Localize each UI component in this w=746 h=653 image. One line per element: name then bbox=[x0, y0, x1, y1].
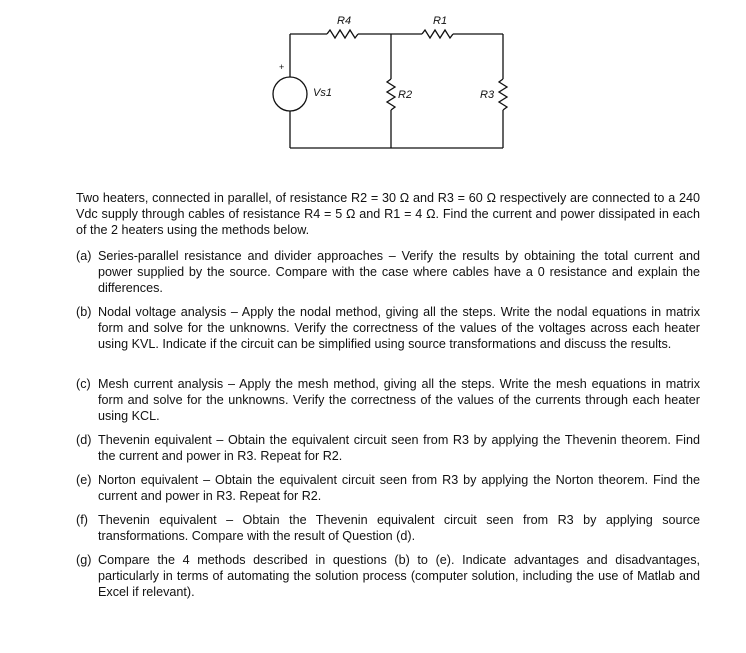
question-letter: (b) bbox=[76, 305, 92, 319]
question-letter: (d) bbox=[76, 433, 92, 447]
question-letter: (f) bbox=[76, 513, 88, 527]
label-r4: R4 bbox=[337, 15, 352, 27]
resistor-r2 bbox=[387, 79, 395, 110]
problem-statement: Two heaters, connected in parallel, of resistance R2 = 30 Ω and R3 = 60 Ω respectively are connected to a 240 Vdc supply through cables of resistance R4 = 5 Ω and R1 = 4 Ω. Find the current and power dissipated in each of the 2 heaters using the methods below. bbox=[76, 191, 700, 237]
circuit-wires bbox=[273, 30, 507, 148]
question-e bbox=[76, 472, 700, 504]
label-r2: R2 bbox=[398, 89, 413, 101]
resistor-r4 bbox=[327, 30, 358, 38]
question-d bbox=[76, 432, 700, 464]
resistor-r1 bbox=[422, 30, 453, 38]
label-vs1: Vs1 bbox=[313, 87, 332, 99]
question-f bbox=[76, 512, 700, 544]
label-r3: R3 bbox=[480, 89, 495, 101]
question-text: Compare the 4 methods described in questions (b) to (e). Indicate advantages and disadvantages, particularly in terms of automating the solution process (computer solution, including the use of Matlab and Excel if relevant). bbox=[98, 553, 700, 599]
circuit-diagram bbox=[0, 0, 746, 170]
question-a bbox=[76, 248, 700, 296]
question-text: Thevenin equivalent – Obtain the Thevenin equivalent circuit seen from R3 by applying source transformations. Compare with the result of Question (d). bbox=[98, 513, 700, 543]
question-text: Nodal voltage analysis – Apply the nodal method, giving all the steps. Write the nodal equations in matrix form and solve for the unknowns. Verify the correctness of the values of the voltages across each heater using KVL. Indicate if the circuit can be simplified using source transformations and discuss the results. bbox=[98, 305, 700, 351]
question-text: Thevenin equivalent – Obtain the equivalent circuit seen from R3 by applying the Thevenin theorem. Find the current and power in R3. Repeat for R2. bbox=[98, 433, 700, 463]
label-r1: R1 bbox=[433, 15, 448, 27]
resistor-r3 bbox=[499, 79, 507, 110]
question-letter: (a) bbox=[76, 249, 92, 263]
voltage-source bbox=[273, 77, 307, 111]
label-plus: + bbox=[279, 62, 285, 72]
question-text: Norton equivalent – Obtain the equivalent circuit seen from R3 by applying the Norton theorem. Find the current and power in R3. Repeat for R2. bbox=[98, 473, 700, 503]
question-b bbox=[76, 304, 700, 352]
question-c bbox=[76, 376, 700, 424]
question-text: Series-parallel resistance and divider approaches – Verify the results by obtaining the total current and power supplied by the source. Compare with the case where cables have a 0 resistance and explain the differences. bbox=[98, 249, 700, 295]
question-letter: (c) bbox=[76, 377, 91, 391]
question-letter: (g) bbox=[76, 553, 92, 567]
question-text: Mesh current analysis – Apply the mesh method, giving all the steps. Write the mesh equations in matrix form and solve for the unknowns. Verify the correctness of the values of the currents through each heater using KCL. bbox=[98, 377, 700, 423]
question-letter: (e) bbox=[76, 473, 92, 487]
question-g bbox=[76, 552, 700, 600]
